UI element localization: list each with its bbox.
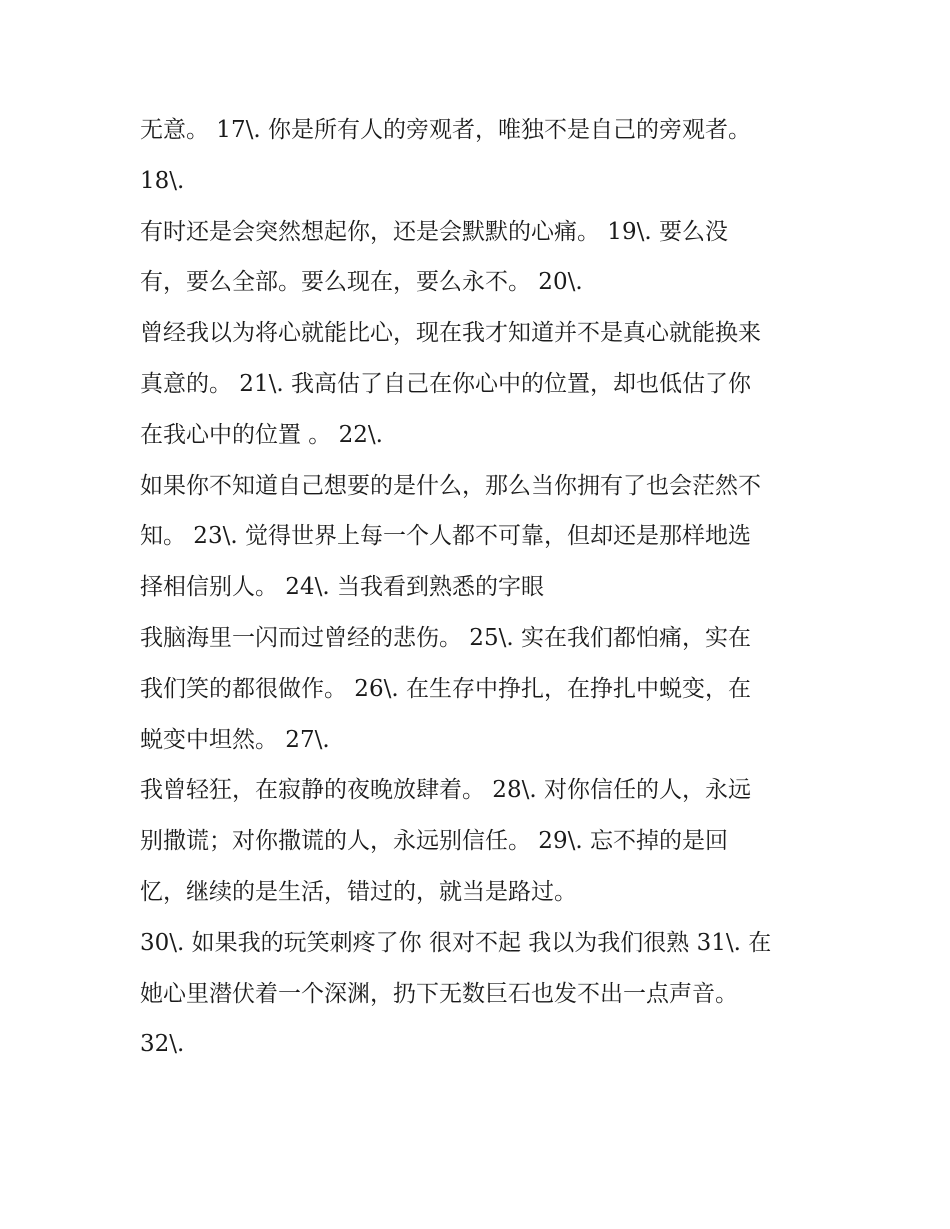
text-line: 我脑海里一闪而过曾经的悲伤。 25\. 实在我们都怕痛，实在 — [140, 624, 751, 651]
text-line: 我曾轻狂，在寂静的夜晚放肆着。 28\. 对你信任的人，永远 — [140, 777, 751, 804]
text-line: 有时还是会突然想起你，还是会默默的心痛。 19\. 要么没 — [140, 218, 728, 245]
text-line: 蜕变中坦然。 27\. — [140, 726, 330, 753]
text-line: 知。 23\. 觉得世界上每一个人都不可靠，但却还是那样地选 — [140, 523, 751, 550]
text-line: 我们笑的都很做作。 26\. 在生存中挣扎，在挣扎中蜕变，在 — [140, 675, 751, 702]
text-line: 30\. 如果我的玩笑刺疼了你 很对不起 我以为我们很熟 31\. 在 — [140, 929, 772, 956]
text-line: 真意的。 21\. 我高估了自己在你心中的位置，却也低估了你 — [140, 370, 751, 397]
text-line: 有，要么全部。要么现在，要么永不。 20\. — [140, 269, 583, 296]
text-line: 她心里潜伏着一个深渊，扔下无数巨石也发不出一点声音。 — [140, 980, 738, 1007]
text-line: 在我心中的位置 。 22\. — [140, 421, 383, 448]
text-line: 18\. — [140, 167, 185, 194]
text-line: 曾经我以为将心就能比心，现在我才知道并不是真心就能换来 — [140, 320, 761, 347]
text-line: 忆，继续的是生活，错过的，就当是路过。 — [140, 878, 577, 905]
text-body — [140, 110, 830, 1075]
text-line: 别撒谎；对你撒谎的人，永远别信任。 29\. 忘不掉的是回 — [140, 828, 728, 855]
text-line: 32\. — [140, 1031, 185, 1058]
text-line: 如果你不知道自己想要的是什么，那么当你拥有了也会茫然不 — [140, 472, 761, 499]
text-line: 无意。 17\. 你是所有人的旁观者，唯独不是自己的旁观者。 — [140, 117, 751, 143]
text-line: 择相信别人。 24\. 当我看到熟悉的字眼 — [140, 574, 544, 601]
